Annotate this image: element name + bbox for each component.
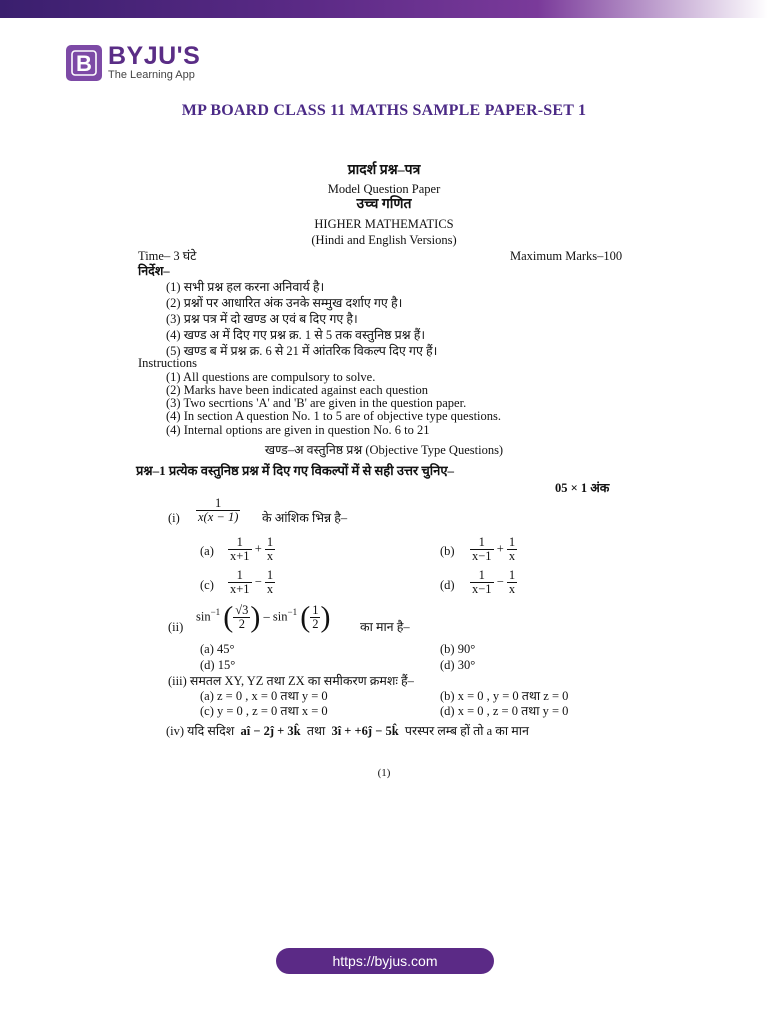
denominator: x bbox=[508, 549, 516, 563]
hindi-paper-title: प्रादर्श प्रश्न–पत्र bbox=[347, 163, 421, 178]
denominator: x+1 bbox=[230, 582, 250, 596]
section-a-heading: खण्ड–अ वस्तुनिष्ठ प्रश्न (Objective Type Questions) bbox=[264, 443, 504, 457]
option-a-expression bbox=[228, 536, 275, 563]
instruction: (1) All questions are compulsory to solve. bbox=[166, 370, 376, 384]
option-b: (b) x = 0 , y = 0 तथा z = 0 bbox=[440, 689, 569, 703]
option-label: (a) bbox=[200, 544, 214, 558]
denominator: x+1 bbox=[230, 549, 250, 563]
q-iv-rest: परस्पर लम्ब हों तो a का मान bbox=[404, 724, 529, 738]
top-banner bbox=[0, 0, 768, 18]
denominator: x−1 bbox=[472, 582, 492, 596]
vector-1: aî − 2ĵ + 3k̂ bbox=[240, 724, 301, 738]
option-d-expression bbox=[470, 569, 517, 596]
english-paper-title: Model Question Paper bbox=[327, 182, 441, 196]
denominator: x−1 bbox=[472, 549, 492, 563]
denominator: 2 bbox=[238, 617, 245, 631]
option-b: (b) 90° bbox=[440, 642, 476, 656]
option-c-expression bbox=[228, 569, 275, 596]
question-1-text: प्रश्न–1 प्रत्येक वस्तुनिष्ठ प्रश्न में दिए गए विकल्पों में से सही उत्तर चुनिए– bbox=[136, 463, 455, 478]
option-label: (d) bbox=[440, 578, 455, 592]
numerator: 1 bbox=[508, 535, 516, 549]
hindi-instructions-heading: निर्देश– bbox=[138, 264, 170, 278]
max-marks: Maximum Marks–100 bbox=[510, 249, 623, 263]
numerator: 1 bbox=[266, 535, 274, 549]
page-number: (1) bbox=[377, 767, 391, 779]
instruction: (4) In section A question No. 1 to 5 are of objective type questions. bbox=[166, 409, 502, 423]
vector-2: 3î + +6ĵ − 5k̂ bbox=[331, 724, 399, 738]
q-i-label: (i) bbox=[168, 511, 180, 525]
byjus-logo-icon bbox=[66, 45, 102, 81]
denominator: 2 bbox=[312, 617, 319, 631]
versions-note: (Hindi and English Versions) bbox=[311, 233, 457, 247]
byjus-logo bbox=[66, 44, 200, 82]
hindi-instruction: (4) खण्ड अ में दिए गए प्रश्न क्र. 1 से 5 तक वस्तुनिष्ठ प्रश्न हैं। bbox=[166, 328, 426, 342]
conjunction: तथा bbox=[306, 724, 326, 738]
denominator: x bbox=[508, 582, 516, 596]
numerator: 1 bbox=[228, 569, 252, 583]
numerator: 1 bbox=[312, 603, 319, 617]
instructions-heading: Instructions bbox=[138, 356, 198, 370]
brand-tagline: The Learning App bbox=[108, 69, 195, 81]
option-label: (b) bbox=[440, 544, 455, 558]
operator: + bbox=[496, 541, 504, 556]
option-a: (a) 45° bbox=[200, 642, 235, 656]
option-d: (d) 30° bbox=[440, 658, 476, 672]
q-ii-text: का मान है– bbox=[360, 620, 410, 634]
hindi-instruction: (5) खण्ड ब में प्रश्न क्र. 6 से 21 में आंतरिक विकल्प दिए गए हैं। bbox=[166, 344, 438, 358]
numerator: √3 bbox=[235, 603, 249, 617]
operator: − bbox=[254, 574, 262, 589]
operator: + bbox=[254, 541, 262, 556]
instruction: (3) Two secrtions 'A' and 'B' are given in the question paper. bbox=[166, 396, 467, 410]
q-ii-expression: $\sin^{-1}$ ( $\frac{√3}{2}$ ) – $\sin^{-1}$ ( $\frac{1}{2}$ ) bbox=[196, 600, 331, 634]
numerator: 1 bbox=[470, 569, 494, 583]
numerator: 1 bbox=[266, 568, 274, 582]
option-c: (d) 15° bbox=[200, 658, 236, 672]
question-1-marks: 05 × 1 अंक bbox=[555, 481, 610, 495]
instruction: (2) Marks have been indicated against each question bbox=[166, 383, 429, 397]
inverse-superscript: −1 bbox=[210, 607, 221, 618]
hindi-instruction: (2) प्रश्नों पर आधारित अंक उनके सम्मुख दर्शाए गए है। bbox=[166, 296, 403, 310]
q-i-text: के आंशिक भिन्न है– bbox=[262, 511, 348, 525]
numerator: 1 bbox=[508, 568, 516, 582]
brand-name: BYJU'S bbox=[108, 42, 201, 70]
q-i-numerator: 1 bbox=[196, 497, 240, 511]
subject-title: HIGHER MATHEMATICS bbox=[314, 217, 454, 231]
q-iv-label: (iv) यदि सदिश bbox=[166, 724, 235, 738]
option-a: (a) z = 0 , x = 0 तथा y = 0 bbox=[200, 689, 328, 703]
denominator: x bbox=[266, 582, 274, 596]
minus-sin: – sin bbox=[263, 609, 288, 624]
operator: − bbox=[496, 574, 504, 589]
option-d: (d) x = 0 , z = 0 तथा y = 0 bbox=[440, 704, 569, 718]
sin-function: sin bbox=[196, 609, 211, 624]
hindi-subject: उच्च गणित bbox=[356, 197, 412, 212]
denominator: x bbox=[266, 549, 274, 563]
numerator: 1 bbox=[228, 536, 252, 550]
option-label: (c) bbox=[200, 578, 214, 592]
q-iii-text: (iii) समतल XY, YZ तथा ZX का समीकरण क्रमशः हैं– bbox=[168, 674, 414, 688]
hindi-instruction: (3) प्रश्न पत्र में दो खण्ड अ एवं ब दिए गए है। bbox=[166, 312, 358, 326]
instruction: (4) Internal options are given in question No. 6 to 21 bbox=[166, 423, 430, 437]
footer-url-link[interactable]: https://byjus.com bbox=[276, 948, 494, 974]
svg-text:B: B bbox=[76, 51, 92, 76]
inverse-superscript: −1 bbox=[287, 607, 298, 618]
q-i-fraction bbox=[196, 497, 240, 524]
page-title: MP BOARD CLASS 11 MATHS SAMPLE PAPER-SET 1 bbox=[181, 102, 587, 119]
hindi-instruction: (1) सभी प्रश्न हल करना अनिवार्य है। bbox=[166, 280, 325, 294]
option-c: (c) y = 0 , z = 0 तथा x = 0 bbox=[200, 704, 328, 718]
time-label: Time– 3 घंटे bbox=[138, 249, 197, 263]
numerator: 1 bbox=[470, 536, 494, 550]
q-iv-text bbox=[166, 724, 529, 738]
q-ii-label: (ii) bbox=[168, 620, 184, 634]
option-b-expression bbox=[470, 536, 517, 563]
q-i-denominator: x(x − 1) bbox=[198, 510, 239, 524]
